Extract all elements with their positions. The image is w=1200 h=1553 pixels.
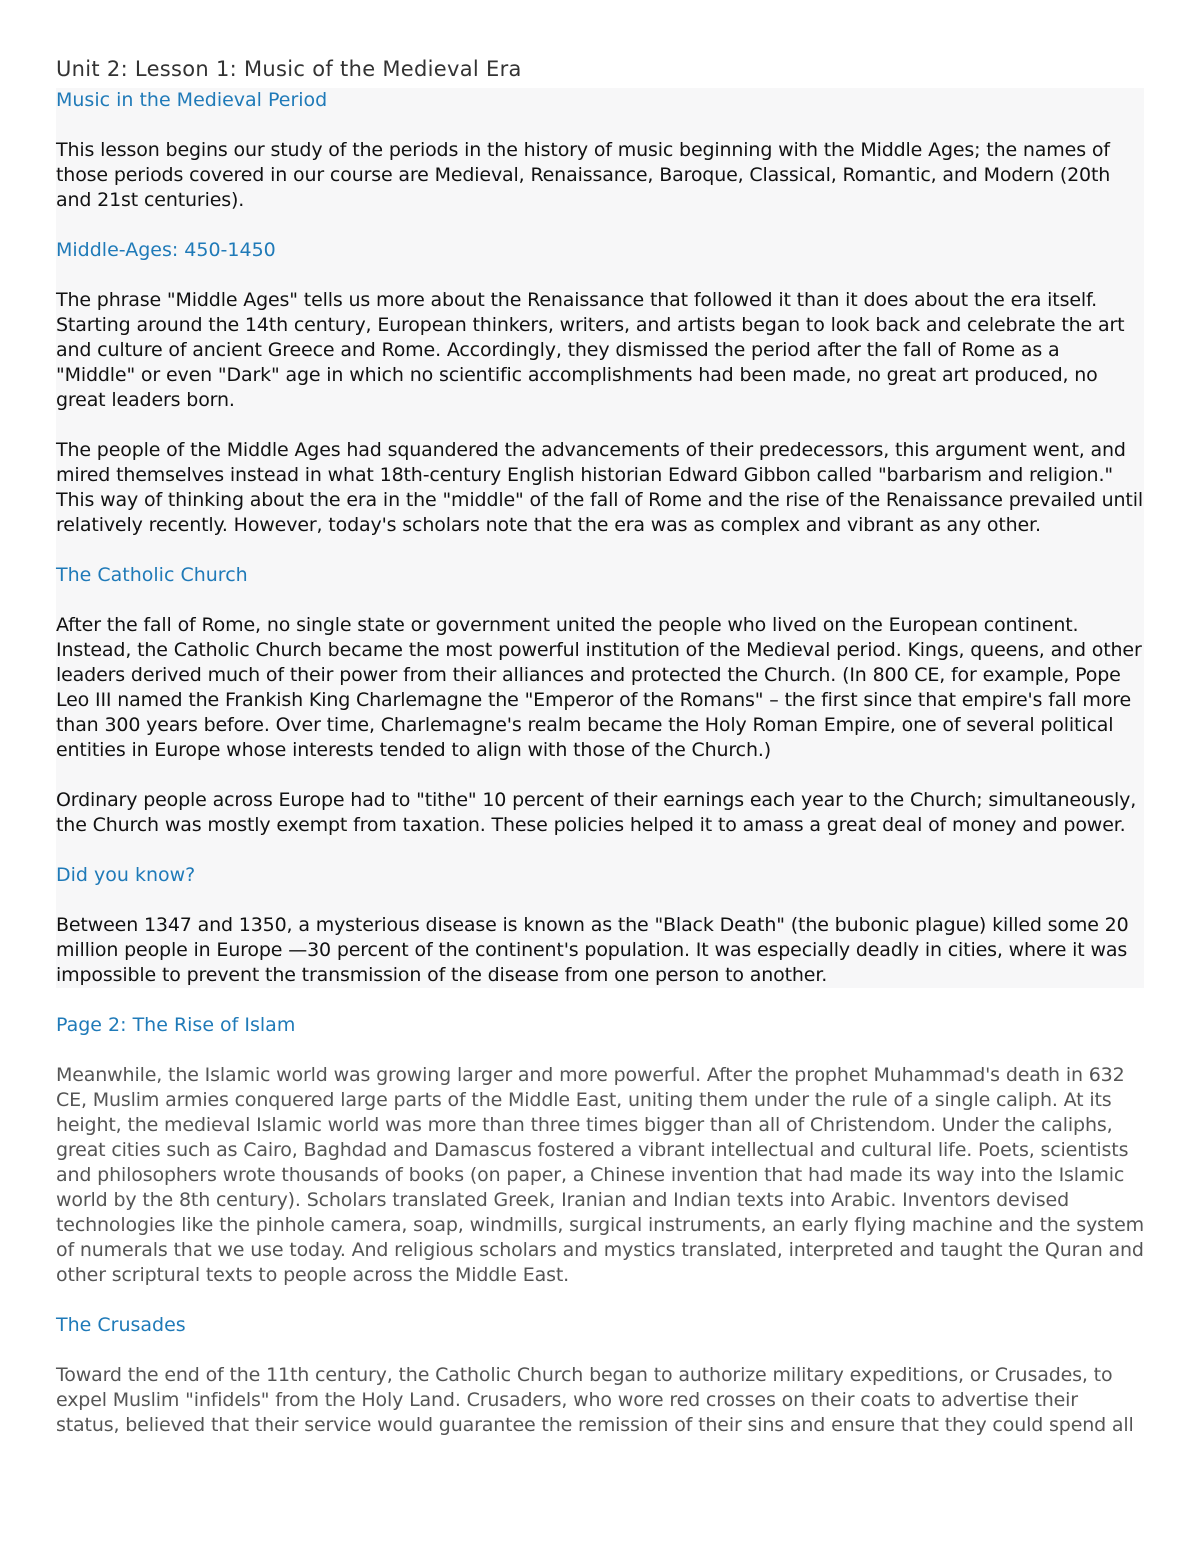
section-heading-middle-ages: Middle-Ages: 450-1450	[56, 239, 276, 261]
shaded-content-block	[56, 88, 1144, 988]
section-heading-crusades: The Crusades	[56, 1314, 186, 1336]
section-heading-music-medieval: Music in the Medieval Period	[56, 89, 328, 111]
section-heading-rise-of-islam: Page 2: The Rise of Islam	[56, 1014, 296, 1036]
paragraph-middle-ages-1: The phrase "Middle Ages" tells us more about the Renaissance that followed it than it does about the era itself. Starting around the 14th century, European thinkers, writers, and artists began to look back and celebrate the art and culture of ancient Greece and Rome. Accordingly, they dismissed the period after the fall of Rome as a "Middle" or even "Dark" age in which no scientific accomplishments had been made, no great art produced, no great leaders born.	[56, 289, 1125, 411]
paragraph-church-1: After the fall of Rome, no single state or government united the people who lived on the European continent. Instead, the Catholic Church became the most powerful institution of the Medieval period. Kings, queens, and other leaders derived much of their power from their alliances and protected the Church. (In 800 CE, for example, Pope Leo III named the Frankish King Charlemagne the "Emperor of the Romans" – the first since that empire's fall more than 300 years before. Over time, Charlemagne's realm became the Holy Roman Empire, one of several political entities in Europe whose interests tended to align with those of the Church.)	[56, 614, 1142, 761]
section-heading-did-you-know: Did you know?	[56, 864, 196, 886]
paragraph-black-death: Between 1347 and 1350, a mysterious disease is known as the "Black Death" (the bubonic plague) killed some 20 million people in Europe —30 percent of the continent's population. It was especially deadly in cities, where it was impossible to prevent the transmission of the disease from one person to another.	[56, 914, 1129, 986]
page-title: Unit 2: Lesson 1: Music of the Medieval Era	[56, 57, 522, 81]
section-heading-catholic-church: The Catholic Church	[56, 564, 248, 586]
paragraph-rise-of-islam: Meanwhile, the Islamic world was growing larger and more powerful. After the prophet Muhammad's death in 632 CE, Muslim armies conquered large parts of the Middle East, uniting them under the rule of a single caliph. At its height, the medieval Islamic world was more than three times bigger than all of Christendom. Under the caliphs, great cities such as Cairo, Baghdad and Damascus fostered a vibrant intellectual and cultural life. Poets, scientists and philosophers wrote thousands of books (on paper, a Chinese invention that had made its way into the Islamic world by the 8th century). Scholars translated Greek, Iranian and Indian texts into Arabic. Inventors devised technologies like the pinhole camera, soap, windmills, surgical instruments, an early flying machine and the system of numerals that we use today. And religious scholars and mystics translated, interpreted and taught the Quran and other scriptural texts to people across the Middle East.	[56, 1064, 1144, 1286]
paragraph-church-2: Ordinary people across Europe had to "tithe" 10 percent of their earnings each year to the Church; simultaneously, the Church was mostly exempt from taxation. These policies helped it to amass a great deal of money and power.	[56, 789, 1137, 836]
paragraph-middle-ages-2: The people of the Middle Ages had squandered the advancements of their predecessors, this argument went, and mired themselves instead in what 18th-century English historian Edward Gibbon called "barbarism and religion." This way of thinking about the era in the "middle" of the fall of Rome and the rise of the Renaissance prevailed until relatively recently. However, today's scholars note that the era was as complex and vibrant as any other.	[56, 439, 1143, 536]
document-page	[56, 56, 1144, 1438]
paragraph-crusades: Toward the end of the 11th century, the Catholic Church began to authorize military expeditions, or Crusades, to expel Muslim "infidels" from the Holy Land. Crusaders, who wore red crosses on their coats to advertise their status, believed that their service would guarantee the remission of their sins and ensure that they could spend all	[56, 1364, 1134, 1436]
paragraph-intro: This lesson begins our study of the periods in the history of music beginning with the Middle Ages; the names of those periods covered in our course are Medieval, Renaissance, Baroque, Classical, Romantic, and Modern (20th and 21st centuries).	[56, 139, 1111, 211]
unshaded-content-block	[56, 988, 1144, 1438]
